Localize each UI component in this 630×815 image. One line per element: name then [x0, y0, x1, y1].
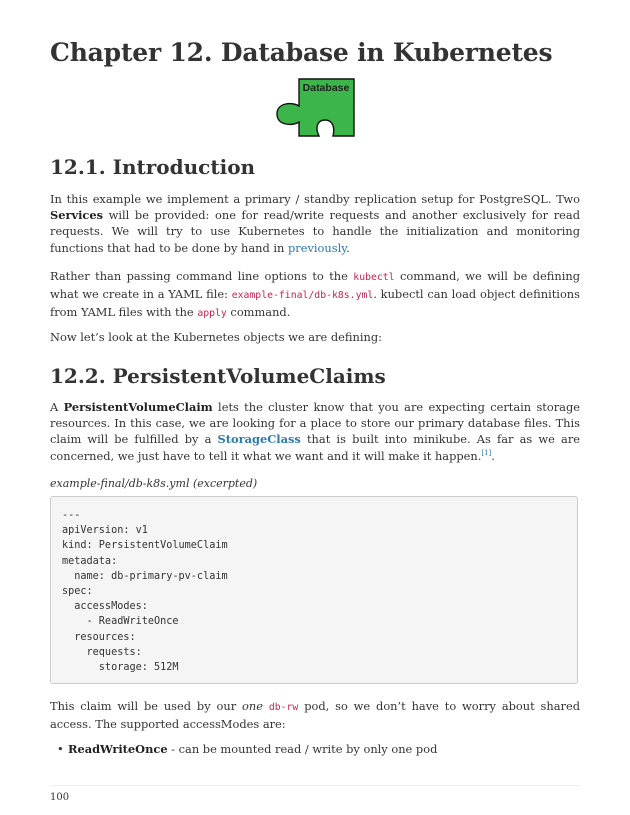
footer-divider — [50, 785, 580, 786]
database-puzzle-figure — [275, 78, 357, 138]
storageclass-link[interactable]: StorageClass — [217, 432, 301, 447]
code-block — [50, 496, 578, 684]
yaml-paragraph: Rather than passing command line options to the kubectl command, we will be defining what we create in a YAML file: example-final/db-k8s.yml. kubectl can load object definitions from YAML files with the apply command. — [50, 269, 581, 320]
section-heading-pvc: 12.2. PersistentVolumeClaims — [50, 364, 386, 388]
puzzle-piece-icon — [275, 78, 357, 138]
section-heading-introduction: 12.1. Introduction — [50, 155, 256, 179]
pvc-paragraph: A PersistentVolumeClaim lets the cluster know that you are expecting certain storage resources. In this case, we are looking for a place to store our primary database files. This claim will be fulfilled by a StorageClass that is built into minikube. As far as we are concerned, we just have to tell it what we want and it will make it happen.[1]. — [50, 400, 581, 463]
db-rw-code: db-rw — [268, 702, 299, 713]
access-modes-list — [50, 742, 437, 756]
objects-paragraph: Now let’s look at the Kubernetes objects we are defining: — [50, 330, 382, 344]
kubectl-code: kubectl — [353, 272, 395, 283]
intro-paragraph: In this example we implement a primary / standby replication setup for PostgreSQL. Two Services will be provided: one for read/write requests and another exclusively for read requests. We will try to use Kubernetes to handle the initialization and monitoring functions that had to be done by hand in previously. — [50, 192, 580, 255]
chapter-title: Chapter 12. Database in Kubernetes — [50, 38, 553, 67]
code-caption: example-final/db-k8s.yml (excerpted) — [50, 477, 258, 490]
list-item: • ReadWriteOnce - can be mounted read / write by only one pod — [50, 742, 437, 756]
previously-link[interactable]: previously — [287, 240, 347, 255]
page-number: 100 — [50, 792, 70, 803]
code-listing: --- apiVersion: v1 kind: PersistentVolumeClaim metadata: name: db-primary-pv-claim spec: accessModes: - ReadWriteOnce resources: requests: storage: 512M — [62, 510, 228, 674]
access-paragraph: This claim will be used by our one db-rw pod, so we don’t have to worry about shared access. The supported accessModes are: — [50, 699, 580, 732]
yaml-file-code: example-final/db-k8s.yml — [231, 290, 374, 302]
apply-code: apply — [197, 308, 227, 320]
footnote-link[interactable]: [1] — [481, 448, 492, 457]
figure-label: Database — [302, 82, 350, 94]
